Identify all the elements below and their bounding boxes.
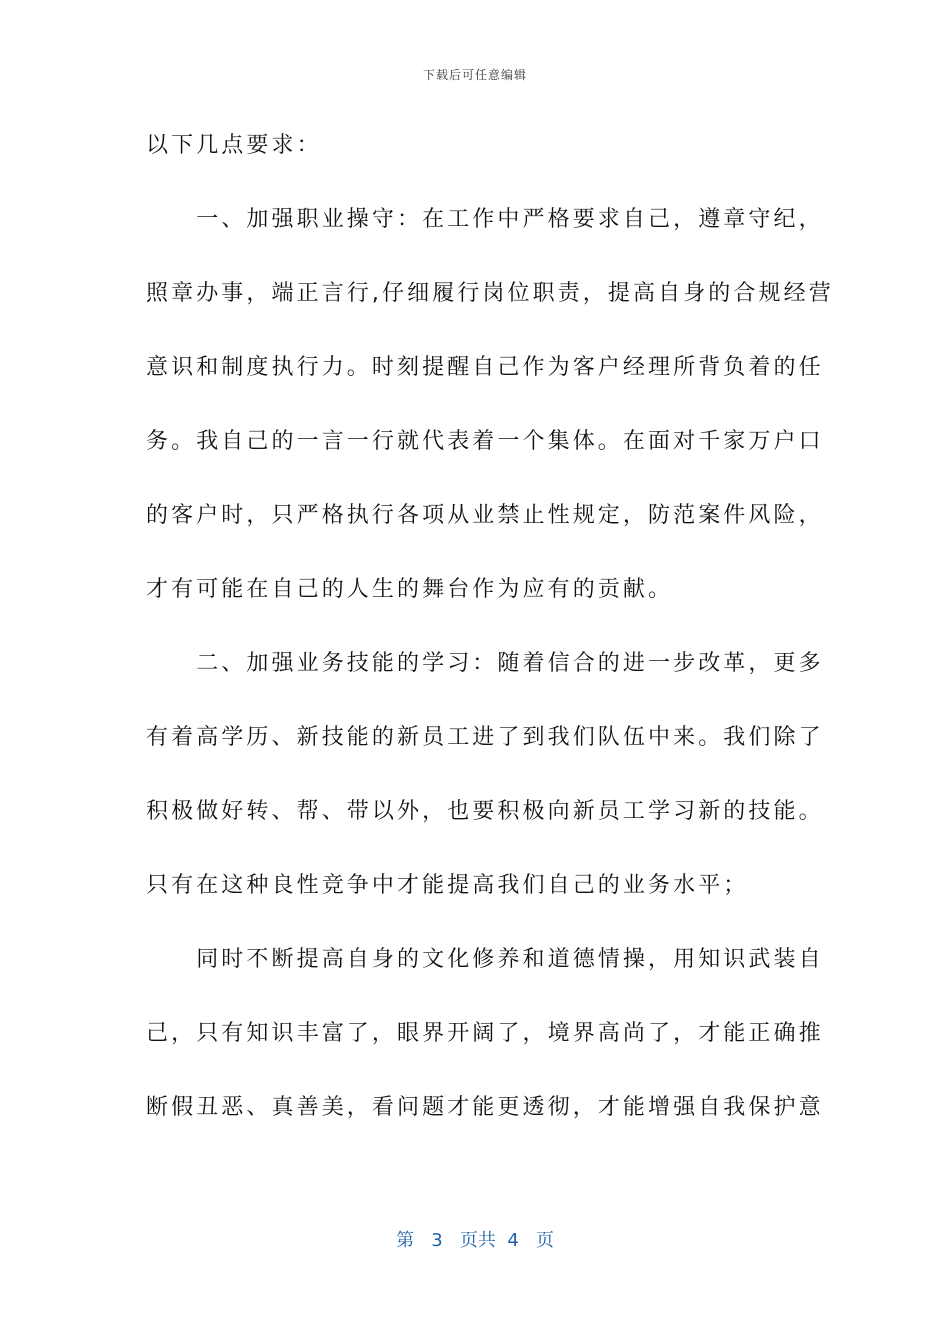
paragraph-line: 有着高学历、新技能的新员工进了到我们队伍中来。我们除了 xyxy=(146,725,824,750)
paragraph-line: 断假丑恶、真善美，看问题才能更透彻，才能增强自我保护意 xyxy=(146,1095,824,1120)
paragraph-line: 的客户时，只严格执行各项从业禁止性规定，防范案件风险， xyxy=(146,503,824,528)
page-label-middle: 页共 xyxy=(459,1230,496,1251)
total-pages-number: 4 xyxy=(507,1230,519,1251)
page-footer xyxy=(0,1226,950,1252)
current-page-number: 3 xyxy=(431,1230,443,1251)
page-header: 下载后可任意编辑 xyxy=(422,68,527,82)
paragraph-line: 意识和制度执行力。时刻提醒自己作为客户经理所背负着的任 xyxy=(146,355,824,380)
paragraph-line: 照章办事，端正言行,仔细履行岗位职责，提高自身的合规经营 xyxy=(146,281,834,306)
page-label-suffix: 页 xyxy=(535,1230,554,1251)
paragraph-line: 同时不断提高自身的文化修养和道德情操，用知识武装自 xyxy=(146,947,824,972)
paragraph-line: 二、加强业务技能的学习：随着信合的进一步改革，更多 xyxy=(146,651,824,676)
paragraph-line: 务。我自己的一言一行就代表着一个集体。在面对千家万户口 xyxy=(146,429,824,454)
paragraph-line: 只有在这种良性竞争中才能提高我们自己的业务水平； xyxy=(146,873,749,898)
paragraph-line: 才有可能在自己的人生的舞台作为应有的贡献。 xyxy=(146,577,674,602)
paragraph-line: 一、加强职业操守：在工作中严格要求自己，遵章守纪， xyxy=(146,207,824,232)
page-label-prefix: 第 xyxy=(396,1230,415,1251)
paragraph-line: 以下几点要求： xyxy=(146,133,322,158)
paragraph-line: 积极做好转、帮、带以外，也要积极向新员工学习新的技能。 xyxy=(146,799,824,824)
paragraph-line: 己，只有知识丰富了，眼界开阔了，境界高尚了，才能正确推 xyxy=(146,1021,824,1046)
